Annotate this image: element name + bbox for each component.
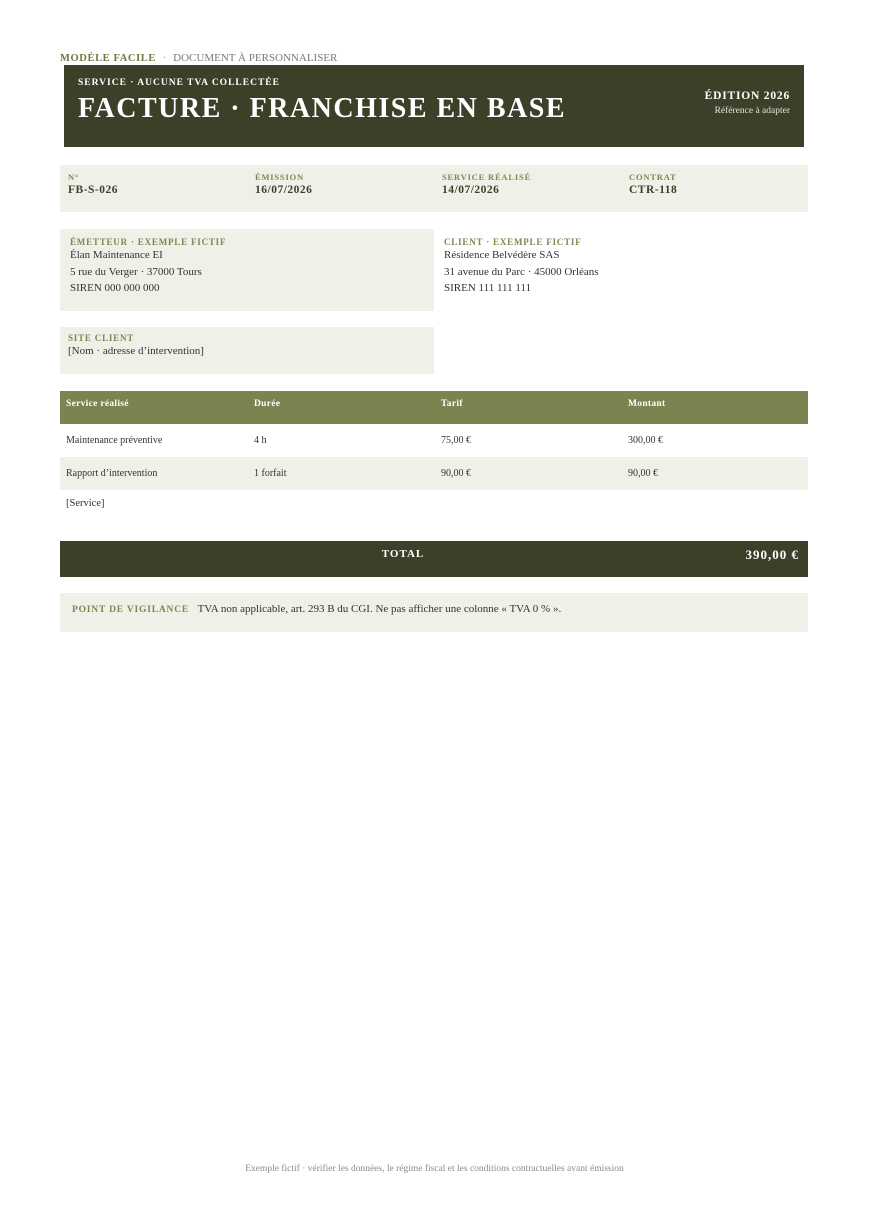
cell-amount: 300,00 € — [628, 435, 663, 446]
cell-rate: 90,00 € — [441, 468, 471, 479]
meta-label: ÉMISSION — [255, 172, 304, 182]
meta-value: 16/07/2026 — [255, 184, 313, 196]
brand-label: MODÈLE FACILE — [60, 53, 156, 64]
emitter-siren: SIREN 000 000 000 — [70, 282, 160, 294]
emitter-address: 5 rue du Verger · 37000 Tours — [70, 265, 202, 278]
cell-service-placeholder: [Service] — [66, 498, 105, 509]
cell-service: Rapport d’intervention — [66, 468, 158, 479]
column-header-amount: Montant — [628, 399, 666, 409]
cell-duration: 1 forfait — [254, 468, 287, 479]
meta-number — [68, 172, 118, 196]
cell-rate: 75,00 € — [441, 435, 471, 446]
table-row — [60, 424, 808, 457]
meta-value: CTR-118 — [629, 184, 678, 196]
table-header — [60, 391, 808, 424]
total-bar — [60, 541, 808, 577]
column-header-service: Service réalisé — [66, 399, 129, 409]
invoice-meta-strip — [60, 165, 808, 212]
table-row-placeholder — [60, 490, 808, 523]
services-table — [60, 391, 808, 523]
client-block — [434, 229, 808, 311]
cell-duration: 4 h — [254, 435, 267, 446]
meta-value: 14/07/2026 — [442, 184, 500, 196]
total-label: TOTAL — [381, 548, 425, 560]
total-amount: 390,00 € — [745, 547, 799, 562]
edition-label: ÉDITION 2026 — [704, 90, 790, 102]
meta-label: SERVICE RÉALISÉ — [442, 172, 531, 182]
topline-separator: · — [162, 52, 167, 64]
meta-label: N° — [68, 172, 80, 182]
vigilance-text: TVA non applicable, art. 293 B du CGI. Ne pas afficher une colonne « TVA 0 % ». — [197, 603, 562, 615]
document-subtitle: DOCUMENT À PERSONNALISER — [173, 52, 338, 64]
meta-issue-date — [255, 172, 312, 196]
cell-amount: 90,00 € — [628, 468, 658, 479]
client-name: Résidence Belvédère SAS — [444, 249, 560, 261]
cell-service: Maintenance préventive — [66, 435, 163, 446]
site-heading: SITE CLIENT — [68, 333, 135, 343]
meta-value: FB-S-026 — [68, 184, 118, 196]
emitter-block — [60, 229, 434, 311]
column-header-duration: Durée — [254, 399, 281, 409]
client-heading: CLIENT · EXEMPLE FICTIF — [444, 237, 582, 247]
client-siren: SIREN 111 111 111 — [444, 282, 532, 294]
site-value: [Nom · adresse d’intervention] — [68, 345, 204, 357]
table-row — [60, 457, 808, 490]
column-header-rate: Tarif — [441, 399, 463, 409]
invoice-banner — [64, 65, 804, 147]
emitter-heading: ÉMETTEUR · EXEMPLE FICTIF — [70, 237, 227, 247]
banner-kicker: SERVICE · AUCUNE TVA COLLECTÉE — [78, 78, 280, 88]
reference-note: Référence à adapter — [714, 106, 790, 116]
vigilance-label: POINT DE VIGILANCE — [72, 605, 189, 615]
meta-service-date — [442, 172, 531, 196]
meta-label: CONTRAT — [629, 172, 677, 182]
client-address: 31 avenue du Parc · 45000 Orléans — [444, 265, 599, 278]
document-topline — [60, 52, 337, 64]
vigilance-note — [60, 593, 808, 632]
meta-contract — [629, 172, 677, 196]
client-site-block — [60, 327, 434, 374]
invoice-title: FACTURE · FRANCHISE EN BASE — [78, 93, 567, 124]
footer-disclaimer: Exemple fictif · vérifier les données, le régime fiscal et les conditions contractuelles avant émission — [245, 1164, 624, 1174]
emitter-name: Élan Maintenance EI — [70, 249, 163, 261]
